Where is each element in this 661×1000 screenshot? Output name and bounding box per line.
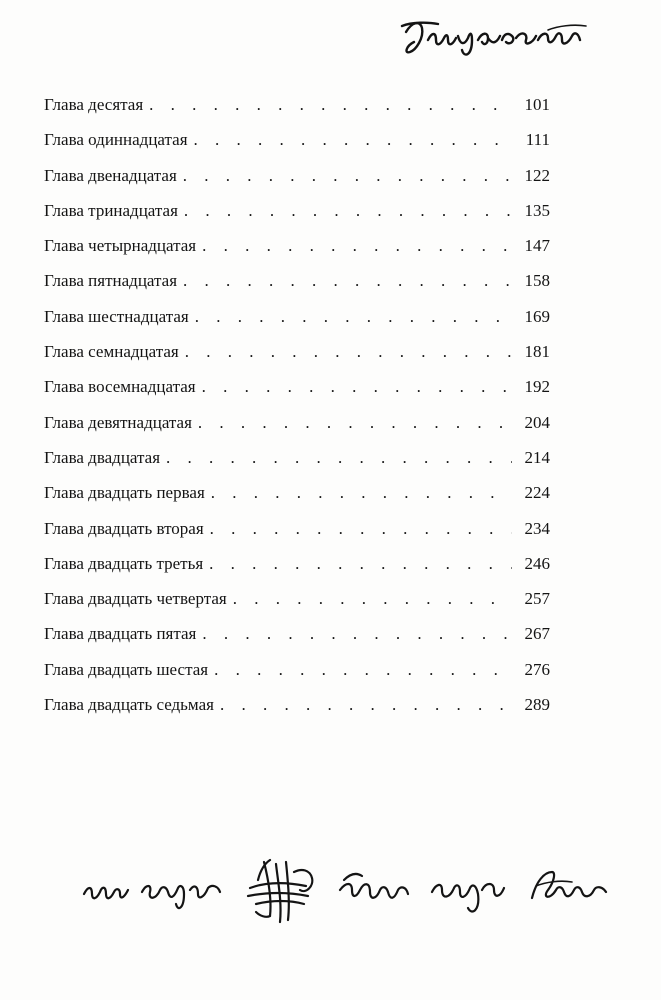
toc-entry-page: 289 — [512, 687, 550, 722]
toc-entry-title: Глава восемнадцатая — [44, 369, 202, 404]
toc-entry — [44, 263, 550, 298]
toc-entry — [44, 158, 550, 193]
toc-entry — [44, 228, 550, 263]
toc-entry-title: Глава двадцать седьмая — [44, 687, 220, 722]
toc-entry-title: Глава пятнадцатая — [44, 263, 183, 298]
toc-dot-leader — [202, 616, 512, 651]
toc-entry-page: 111 — [512, 122, 550, 157]
toc-entry — [44, 687, 550, 722]
toc-entry-title: Глава двенадцатая — [44, 158, 183, 193]
toc-entry-title: Глава двадцать третья — [44, 546, 209, 581]
toc-entry — [44, 581, 550, 616]
toc-entry — [44, 122, 550, 157]
toc-entry-title: Глава одиннадцатая — [44, 122, 194, 157]
toc-dot-leader — [214, 652, 512, 687]
toc-dot-leader — [184, 193, 512, 228]
toc-dot-leader — [211, 475, 512, 510]
toc-entry — [44, 87, 550, 122]
toc-entry-page: 169 — [512, 299, 550, 334]
toc-entry — [44, 405, 550, 440]
toc-entry-title: Глава семнадцатая — [44, 334, 185, 369]
toc-dot-leader — [194, 122, 512, 157]
table-of-contents — [44, 87, 550, 722]
toc-dot-leader — [166, 440, 512, 475]
toc-entry-title: Глава двадцатая — [44, 440, 166, 475]
toc-dot-leader — [202, 228, 512, 263]
toc-entry — [44, 440, 550, 475]
handwritten-scribble-icon — [80, 842, 620, 940]
toc-entry — [44, 193, 550, 228]
toc-entry-page: 181 — [512, 334, 550, 369]
toc-entry-title: Глава двадцать первая — [44, 475, 211, 510]
toc-entry-title: Глава двадцать шестая — [44, 652, 214, 687]
toc-entry-page: 224 — [512, 475, 550, 510]
toc-dot-leader — [183, 158, 512, 193]
toc-dot-leader — [198, 405, 512, 440]
toc-entry — [44, 652, 550, 687]
toc-entry-page: 158 — [512, 263, 550, 298]
handwritten-flourish-icon — [398, 10, 593, 62]
toc-entry — [44, 475, 550, 510]
toc-entry-title: Глава двадцать пятая — [44, 616, 202, 651]
toc-entry-page: 257 — [512, 581, 550, 616]
toc-entry — [44, 546, 550, 581]
toc-dot-leader — [233, 581, 512, 616]
toc-entry-page: 246 — [512, 546, 550, 581]
toc-entry — [44, 511, 550, 546]
toc-entry-title: Глава тринадцатая — [44, 193, 184, 228]
toc-entry-page: 192 — [512, 369, 550, 404]
toc-dot-leader — [220, 687, 512, 722]
toc-entry-page: 276 — [512, 652, 550, 687]
toc-entry-page: 267 — [512, 616, 550, 651]
toc-entry — [44, 369, 550, 404]
toc-entry-title: Глава двадцать вторая — [44, 511, 210, 546]
toc-dot-leader — [149, 87, 512, 122]
toc-dot-leader — [209, 546, 512, 581]
toc-entry-page: 204 — [512, 405, 550, 440]
toc-entry-page: 122 — [512, 158, 550, 193]
toc-entry — [44, 616, 550, 651]
toc-dot-leader — [195, 299, 512, 334]
toc-entry-title: Глава шестнадцатая — [44, 299, 195, 334]
toc-entry — [44, 299, 550, 334]
toc-entry-page: 214 — [512, 440, 550, 475]
toc-entry-page: 147 — [512, 228, 550, 263]
toc-dot-leader — [185, 334, 512, 369]
toc-entry-title: Глава десятая — [44, 87, 149, 122]
toc-entry — [44, 334, 550, 369]
toc-dot-leader — [210, 511, 512, 546]
toc-dot-leader — [183, 263, 512, 298]
toc-entry-page: 101 — [512, 87, 550, 122]
toc-entry-title: Глава девятнадцатая — [44, 405, 198, 440]
toc-entry-title: Глава двадцать четвертая — [44, 581, 233, 616]
toc-dot-leader — [202, 369, 512, 404]
toc-entry-title: Глава четырнадцатая — [44, 228, 202, 263]
toc-entry-page: 135 — [512, 193, 550, 228]
toc-entry-page: 234 — [512, 511, 550, 546]
